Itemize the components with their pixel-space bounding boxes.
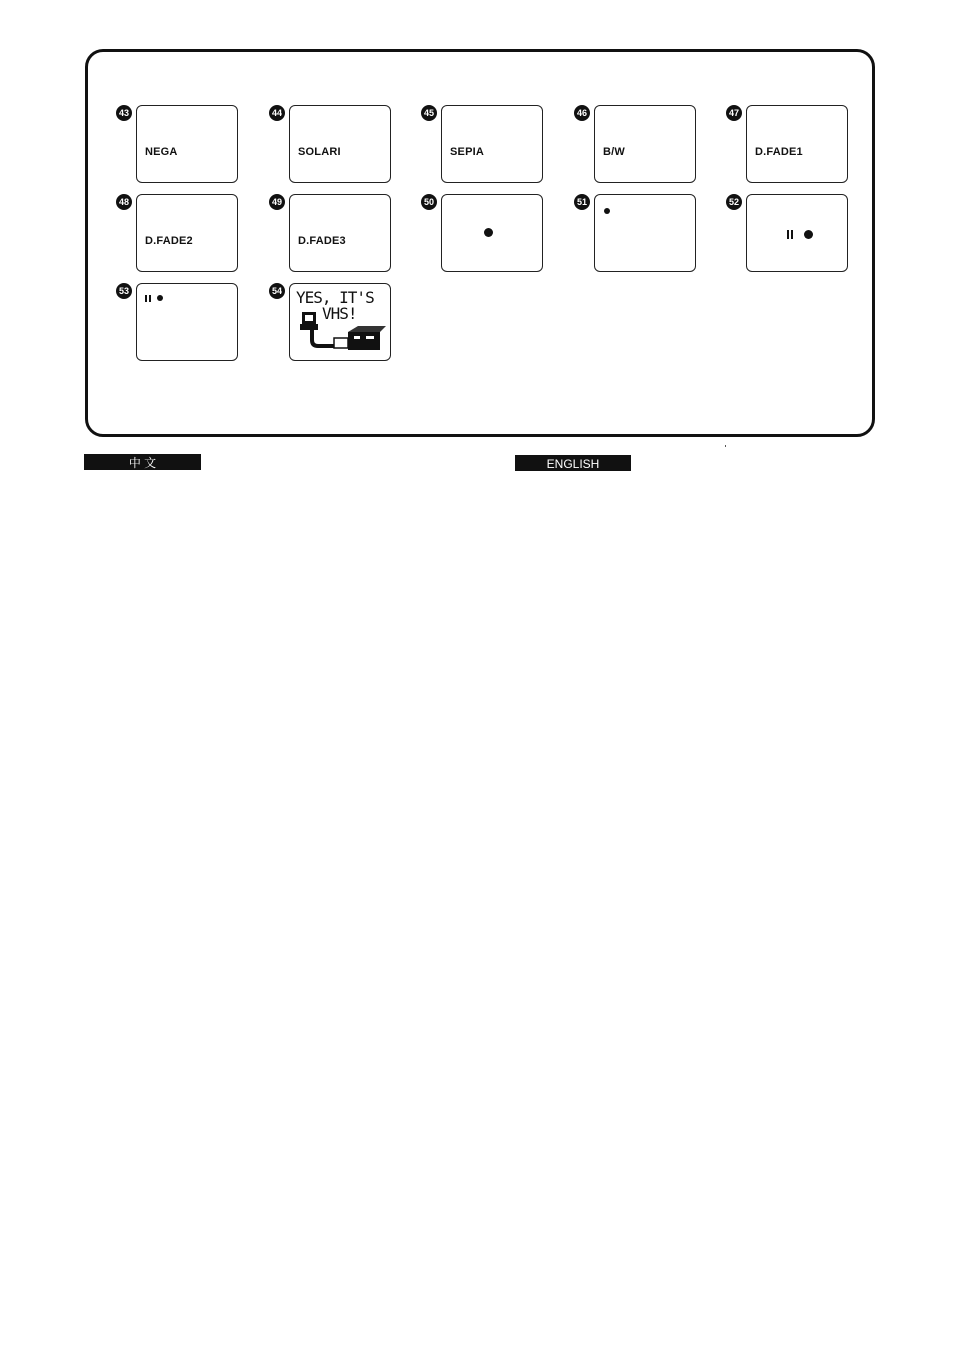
item-number-badge: 52: [726, 194, 742, 210]
item-number-badge: 54: [269, 283, 285, 299]
screen-label: NEGA: [145, 146, 178, 158]
display-item-52: [726, 194, 856, 276]
screen-label: B/W: [603, 146, 625, 158]
screen-label: D.FADE3: [298, 235, 346, 247]
display-item-47: [726, 105, 856, 187]
viewfinder-screen: [136, 105, 238, 183]
viewfinder-screen: [746, 105, 848, 183]
item-number-badge: 44: [269, 105, 285, 121]
viewfinder-screen: [441, 105, 543, 183]
item-number-badge: 51: [574, 194, 590, 210]
viewfinder-screen: [136, 194, 238, 272]
display-item-48: [116, 194, 246, 276]
pause-icon: [787, 230, 793, 239]
item-number-badge: 47: [726, 105, 742, 121]
display-item-51: [574, 194, 704, 276]
item-number-badge: 48: [116, 194, 132, 210]
vhs-message-line2: VHS!: [322, 304, 357, 323]
item-number-badge: 46: [574, 105, 590, 121]
viewfinder-screen: [746, 194, 848, 272]
viewfinder-screen: [289, 283, 391, 361]
record-dot-icon: [604, 208, 610, 214]
screen-label: D.FADE1: [755, 146, 803, 158]
display-item-49: [269, 194, 399, 276]
item-number-badge: 49: [269, 194, 285, 210]
display-item-44: [269, 105, 399, 187]
vhs-message-line1: YES, IT'S: [296, 288, 374, 307]
screen-label: D.FADE2: [145, 235, 193, 247]
viewfinder-screen: [441, 194, 543, 272]
language-tab-chinese: 中 文: [84, 454, 201, 470]
viewfinder-screen: [289, 105, 391, 183]
item-number-badge: 43: [116, 105, 132, 121]
record-dot-icon: [484, 228, 493, 237]
display-item-50: [421, 194, 551, 276]
display-item-43: [116, 105, 246, 187]
display-item-54: [269, 283, 399, 365]
record-dot-icon: [157, 295, 163, 301]
viewfinder-screen: [136, 283, 238, 361]
screen-label: SEPIA: [450, 146, 485, 158]
screen-label: SOLARI: [298, 146, 341, 158]
viewfinder-screen: [289, 194, 391, 272]
display-item-53: [116, 283, 246, 365]
camcorder-vhs-icon: [296, 310, 388, 358]
display-item-46: [574, 105, 704, 187]
viewfinder-screen: [594, 194, 696, 272]
item-number-badge: 45: [421, 105, 437, 121]
item-number-badge: 50: [421, 194, 437, 210]
page-mark: [725, 445, 726, 447]
record-dot-icon: [804, 230, 813, 239]
display-item-45: [421, 105, 551, 187]
viewfinder-screen: [594, 105, 696, 183]
language-tab-english: ENGLISH: [515, 455, 631, 471]
pause-icon: [145, 295, 151, 302]
item-number-badge: 53: [116, 283, 132, 299]
